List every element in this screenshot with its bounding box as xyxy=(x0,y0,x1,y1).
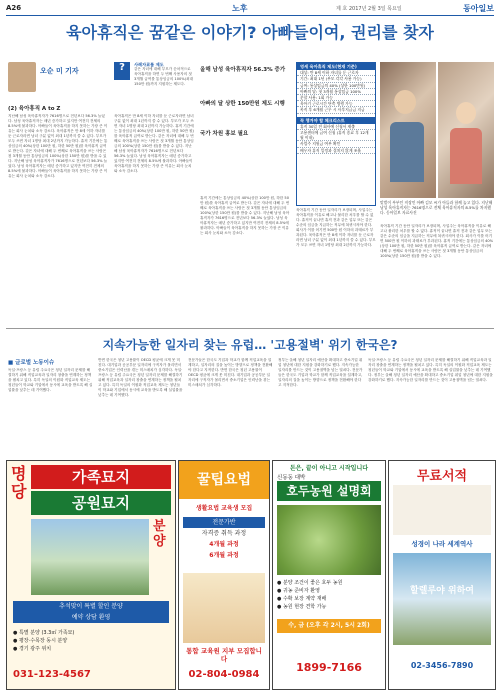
ad-phone[interactable]: 02-3456-7890 xyxy=(410,661,474,670)
side-box xyxy=(134,62,194,110)
article-body-col4 xyxy=(296,208,376,314)
ad-subtitle: 생활요법 교육생 모집 xyxy=(195,505,253,512)
table-row: 복직 후 6개월 근무 시 사후지급금 지급 xyxy=(297,107,375,113)
table-row: 대상: 만 8세 이하 자녀를 둔 근로자 xyxy=(297,70,375,76)
table-row: 아빠의 달: 첫 3개월 통상임금 100% xyxy=(297,89,375,95)
photo-child xyxy=(438,62,494,198)
paragraph: 반면 한국은 청년 고용률이 OECD 평균에 크게 못 미친다. 대기업과 공공부문 일자리에 구직자가 몰리면서 중소기업은 인력난을 겪는 미스매치가 심각하다. xyxy=(188,368,271,387)
side-box-body: 같은 자녀에 대해 부모가 순차적으로 육아휴직을 하면 두 번째 사용자의 첫 3개월 급여를 통상임금의 100%(최대 150만 원)까지 지원하는 제도다. xyxy=(134,67,194,86)
ad-phone[interactable]: 031-123-4567 xyxy=(13,669,91,680)
paragraph: 정부는 올해 청년 일자리 예산을 확대하고 중소기업 취업 청년에 대한 지원을 강화하기로 했다. 지속가능한 일자리를 만드는 것이 고용절벽을 넘는 열쇠다. xyxy=(368,373,493,382)
column-header xyxy=(8,62,108,102)
section-divider xyxy=(6,328,494,329)
ad-list-item: ● 농원 현장 견학 가능 xyxy=(277,604,327,610)
author-name: 오순 미 기자 xyxy=(40,67,79,75)
badge-label: 글로벌 노동이슈 xyxy=(15,360,55,366)
ad-photo-cemetery xyxy=(31,519,149,595)
ad-illustration xyxy=(183,573,265,643)
ad-walnut-farm[interactable] xyxy=(272,460,386,690)
ad-list xyxy=(183,517,265,561)
ad-list-item: ● 귀농 준비자 환영 xyxy=(277,588,320,594)
ad-education[interactable] xyxy=(178,460,270,690)
ad-badge: 통합 교육원 지부 모집합니다 xyxy=(186,647,262,663)
face-shape xyxy=(394,90,416,114)
ad-list-item: ● 수확 보장 계약 재배 xyxy=(277,596,327,602)
paragraph: 전문가들은 한국도 기업과 학교가 함께 직업교육을 설계하고, 일자리의 질을 높이는 방향으로 정책을 전환해야 한다고 지적한다. xyxy=(278,368,363,387)
body-shape xyxy=(390,122,424,182)
article2-col3 xyxy=(188,358,273,454)
ad-slogan: 할렐루야 위하여 xyxy=(410,586,474,596)
ad-list xyxy=(13,629,74,653)
paragraph: 육아휴직은 만 8세 이하 자녀를 둔 근로자라면 남녀 구분 없이 최대 1년까지 쓸 수 있다. 부모가 모두 쓰면 자녀 1명당 최대 2년까지 가능하다. xyxy=(114,114,194,128)
ad-list-item: ● 분양 조건이 좋은 호두 농원 xyxy=(277,580,343,586)
ad-date: 수, 금 (오후 각 2시, 5시 2회) xyxy=(277,619,381,633)
pull-quote: 국가 차원 홍보 필요 xyxy=(200,131,249,137)
article-body-col2 xyxy=(114,114,194,314)
ad-promo-line: 추석맞이 특별 할인 분양 xyxy=(59,603,123,610)
ad-vertical-text2: 분양 xyxy=(153,519,166,549)
pull-quote-column xyxy=(200,62,290,138)
info-table xyxy=(296,62,376,206)
photo-father-child xyxy=(380,62,436,198)
table-row: 고용센터에 급여 신청 (휴직 종료 후 12개월 이내) xyxy=(297,130,375,141)
ad-subtitle: 공원묘지 xyxy=(31,491,171,515)
article2-col5 xyxy=(368,358,494,454)
column-badge: (2) 육아휴직 A to Z xyxy=(8,106,61,112)
ad-photo-building xyxy=(393,553,491,645)
page-header xyxy=(6,4,494,14)
ad-list-item: 4개월 과정 xyxy=(209,541,239,548)
table-row: 분할 사용: 1회 가능 xyxy=(297,95,375,101)
article-body-col5 xyxy=(380,224,494,314)
paragraph: 독일·프랑스 등 유럽 주요국은 청년 일자리 문제를 해결하기 위해 직업교육과 일자리 창출을 연계하는 정책을 펼치고 있다. 특히 독일의 이원화 직업교육 제도는 청년들이 학교와 기업에서 동시에 교육을 받도록 해 실업률을 낮추는 데 기여했다. xyxy=(8,368,93,392)
ad-title: 무료서적 xyxy=(416,469,468,484)
paragraph: 휴직 기간에는 통상임금의 40%(상한 100만 원, 하한 50만 원)를 육아휴직 급여로 받는다. 같은 자녀에 대해 두 번째로 육아휴직을 쓰는 사람은 첫 3개월 동안 통상임금의 100%(상한 150만 원)를 받을 수 있다. xyxy=(114,124,194,148)
paragraph: 휴직 기간에는 통상임금의 40%(상한 100만 원, 하한 50만 원)를 육아휴직 급여로 받는다. 같은 자녀에 대해 두 번째로 육아휴직을 쓰는 사람은 첫 3개월 동안 통상임금의 100%(상한 150만 원)를 받을 수 있다. xyxy=(380,239,494,258)
ad-photo-walnuts xyxy=(277,505,381,575)
paragraph: 전문가들은 한국도 기업과 학교가 함께 직업교육을 설계하고, 일자리의 질을 높이는 방향으로 정책을 전환해야 한다고 지적한다. xyxy=(188,358,273,372)
table-row: 급여: 통상임금의 40% (상한 100만원) xyxy=(297,83,375,89)
ad-list-item: ● 평장·수목장 동시 분양 xyxy=(13,638,68,644)
article2-badge: ■ 글로벌 노동이슈 xyxy=(8,360,55,366)
table-title: 영세 육아휴직 제도(현재 기준) xyxy=(297,63,375,70)
ad-list-item: 전문가반 xyxy=(183,517,265,528)
question-icon: ? xyxy=(114,62,130,80)
paragraph: 지난해 남성 육아휴직자가 7616명으로 전년보다 56.3% 늘었다. 남성 육아휴직자는 매년 증가하고 있지만 여전히 전체의 8.5%에 불과하다. 아빠들이 육아휴직을 하지 못하는 가장 큰 이유는 회사 눈치와 소득 감소다. xyxy=(200,211,290,235)
article2-col4 xyxy=(278,358,363,454)
table-row: 배우자 휴직 일정과 겹치지 않게 조율 xyxy=(297,148,375,154)
ad-top-line: 돈은, 끝이 아니고 시작입니다 xyxy=(289,465,369,472)
paragraph: 육아휴직은 만 8세 이하 자녀를 둔 근로자라면 남녀 구분 없이 최대 1년까지 쓸 수 있다. 부모가 모두 쓰면 자녀 1명당 최대 2년까지 가능하다. xyxy=(296,233,376,247)
ad-vertical-text: 명당 xyxy=(11,464,27,501)
article-body-col3 xyxy=(200,196,290,314)
newspaper-logo: 동아일보 xyxy=(463,4,494,13)
pull-quote: 아빠의 달 상한 150만원 제도 시행 xyxy=(200,101,285,107)
ad-list-item: ● 경기 광주 위치 xyxy=(13,646,52,652)
table-row: 휴직 30일 전 회사에 신청서 제출 xyxy=(297,124,375,130)
paragraph: 정부는 올해 청년 일자리 예산을 확대하고 중소기업 취업 청년에 대한 지원을 강화하기로 했다. 지속가능한 일자리를 만드는 것이 고용절벽을 넘는 열쇠다. xyxy=(278,358,363,372)
ad-phone[interactable]: 1899-7166 xyxy=(296,661,362,674)
ad-brand: 신동동 대박 xyxy=(277,475,306,481)
table-row: 사업주 지원금 여부 확인 xyxy=(297,141,375,147)
header-rule xyxy=(6,15,494,16)
table-row: 육아기 근로시간 단축 병행 가능 xyxy=(297,101,375,107)
ad-title: 가족묘지 xyxy=(31,465,171,489)
article-body-col1 xyxy=(8,114,108,314)
paragraph: 육아휴직은 만 8세 이하 자녀를 둔 근로자라면 남녀 구분 없이 최대 1년까지 쓸 수 있다. 부모가 모두 쓰면 자녀 1명당 최대 2년까지 가능하다. xyxy=(8,129,107,143)
paragraph: 휴직 기간에는 통상임금의 40%(상한 100만 원, 하한 50만 원)를 육아휴직 급여로 받는다. 같은 자녀에 대해 두 번째로 육아휴직을 쓰는 사람은 첫 3개월 동안 통상임금의 100%(상한 150만 원)를 받을 수 있다. xyxy=(200,196,290,215)
ad-cemetery[interactable] xyxy=(6,460,176,690)
paragraph: 독일·프랑스 등 유럽 주요국은 청년 일자리 문제를 해결하기 위해 직업교육과 일자리 창출을 연계하는 정책을 펼치고 있다. 특히 독일의 이원화 직업교육 제도는 청년들이 학교와 기업에서 동시에 교육을 받도록 해 실업률을 낮추는 데 기여했다. xyxy=(368,358,492,377)
paragraph: 육아휴직 기간 동안 일자리가 보장되며, 사업주는 육아휴직을 이유로 해고나 불리한 처우를 할 수 없다. 휴직이 끝나면 휴직 전과 같은 업무 또는 같은 수준의 임금을 지급하는 직무에 복귀시켜야 한다. 회사가 이를 어기면 500만 원 이하의 과태료가 부과된다. xyxy=(380,224,493,243)
paragraph: 지난해 남성 육아휴직자가 7616명으로 전년보다 56.3% 늘었다. 남성 육아휴직자는 매년 증가하고 있지만 여전히 전체의 8.5%에 불과하다. 아빠들이 육아휴직을 하지 못하는 가장 큰 이유는 회사 눈치와 소득 감소다. xyxy=(114,144,193,173)
ad-phone[interactable]: 02-804-0984 xyxy=(188,669,260,680)
pull-quote: 올해 남성 육아휴직자 56.3% 증가 xyxy=(200,67,286,73)
ad-title: 호두농원 설명회 xyxy=(277,481,381,501)
table-row: 기간: 최대 1년 (부모 각각 사용 가능) xyxy=(297,76,375,82)
paragraph: 지난해 남성 육아휴직자가 7616명으로 전년보다 56.3% 늘었다. 남성 육아휴직자는 매년 증가하고 있지만 여전히 전체의 8.5%에 불과하다. 아빠들이 육아휴직을 하지 못하는 가장 큰 이유는 회사 눈치와 소득 감소다. xyxy=(8,114,108,133)
author-avatar xyxy=(8,62,36,92)
article2-col1 xyxy=(8,368,93,454)
paragraph: 지난해 남성 육아휴직자가 7616명으로 전년보다 56.3% 늘었다. 남성 육아휴직자는 매년 증가하고 있지만 여전히 전체의 8.5%에 불과하다. 아빠들이 육아휴직을 하지 못하는 가장 큰 이유는 회사 눈치와 소득 감소다. xyxy=(8,159,108,178)
ad-list-item: 6개월 과정 xyxy=(209,552,239,559)
ad-subtitle: 성경이 나라 세계역사 xyxy=(411,540,473,548)
ad-list-item: 자격증 취득 과정 xyxy=(201,530,247,537)
page-number: A26 xyxy=(6,4,22,12)
ad-title: 꿀팁요법 xyxy=(179,461,269,499)
ad-list-item: ● 특별 분양 (3.3㎡ 가족묘) xyxy=(13,630,75,636)
paragraph: 휴직 기간에는 통상임금의 40%(상한 100만 원, 하한 50만 원)를 육아휴직 급여로 받는다. 같은 자녀에 대해 두 번째로 육아휴직을 쓰는 사람은 첫 3개월 동안 통상임금의 100%(상한 150만 원)를 받을 수 있다. xyxy=(8,139,108,163)
ad-promo-line: 예약 상담 환영 xyxy=(71,614,111,621)
ad-promo-box xyxy=(13,601,169,623)
body-shape xyxy=(450,128,482,184)
table-subtitle: 꼭 챙겨야 할 체크리스트 xyxy=(297,117,375,124)
ad-info-box xyxy=(393,485,491,535)
article2-col2 xyxy=(98,358,183,454)
side-box-title: 사례자료를 제도 xyxy=(134,62,164,67)
issue-date: 제 호 2017년 2월 3일 목요일 xyxy=(336,6,402,12)
section-name: 노후 xyxy=(232,4,248,13)
paragraph: 독일·프랑스 등 유럽 주요국은 청년 일자리 문제를 해결하기 위해 직업교육과 일자리 창출을 연계하는 정책을 펼치고 있다. 특히 독일의 이원화 직업교육 제도는 청년들이 학교와 기업에서 동시에 교육을 받도록 해 실업률을 낮추는 데 기여했다. xyxy=(98,368,183,397)
ad-list xyxy=(277,579,381,611)
paragraph: 반면 한국은 청년 고용률이 OECD 평균에 크게 못 미친다. 대기업과 공공부문 일자리에 구직자가 몰리면서 중소기업은 인력난을 겪는 미스매치가 심각하다. xyxy=(98,358,182,372)
photo-caption: 맞벌이 부부인 직장인 아빠 김모 씨가 아들과 함께 놀고 있다. 지난해 남성 육아휴직자는 7616명으로 전체 육아휴직자의 8.5%를 차지했다. 동아일보 자료사진 xyxy=(380,200,493,215)
ad-books[interactable] xyxy=(388,460,496,690)
article2-headline: 지속가능한 일자리 찾는 유럽… '고용절벽' 위기 한국은? xyxy=(102,338,398,352)
face-shape xyxy=(456,102,476,124)
main-headline: 육아휴직은 꿈같은 이야기? 아빠들이여, 권리를 찾자 xyxy=(66,23,434,42)
paragraph: 육아휴직 기간 동안 일자리가 보장되며, 사업주는 육아휴직을 이유로 해고나 불리한 처우를 할 수 없다. 휴직이 끝나면 휴직 전과 같은 업무 또는 같은 수준의 임금을 지급하는 직무에 복귀시켜야 한다. 회사가 이를 어기면 500만 원 이하의 과태료가 부과된다. xyxy=(296,208,374,237)
